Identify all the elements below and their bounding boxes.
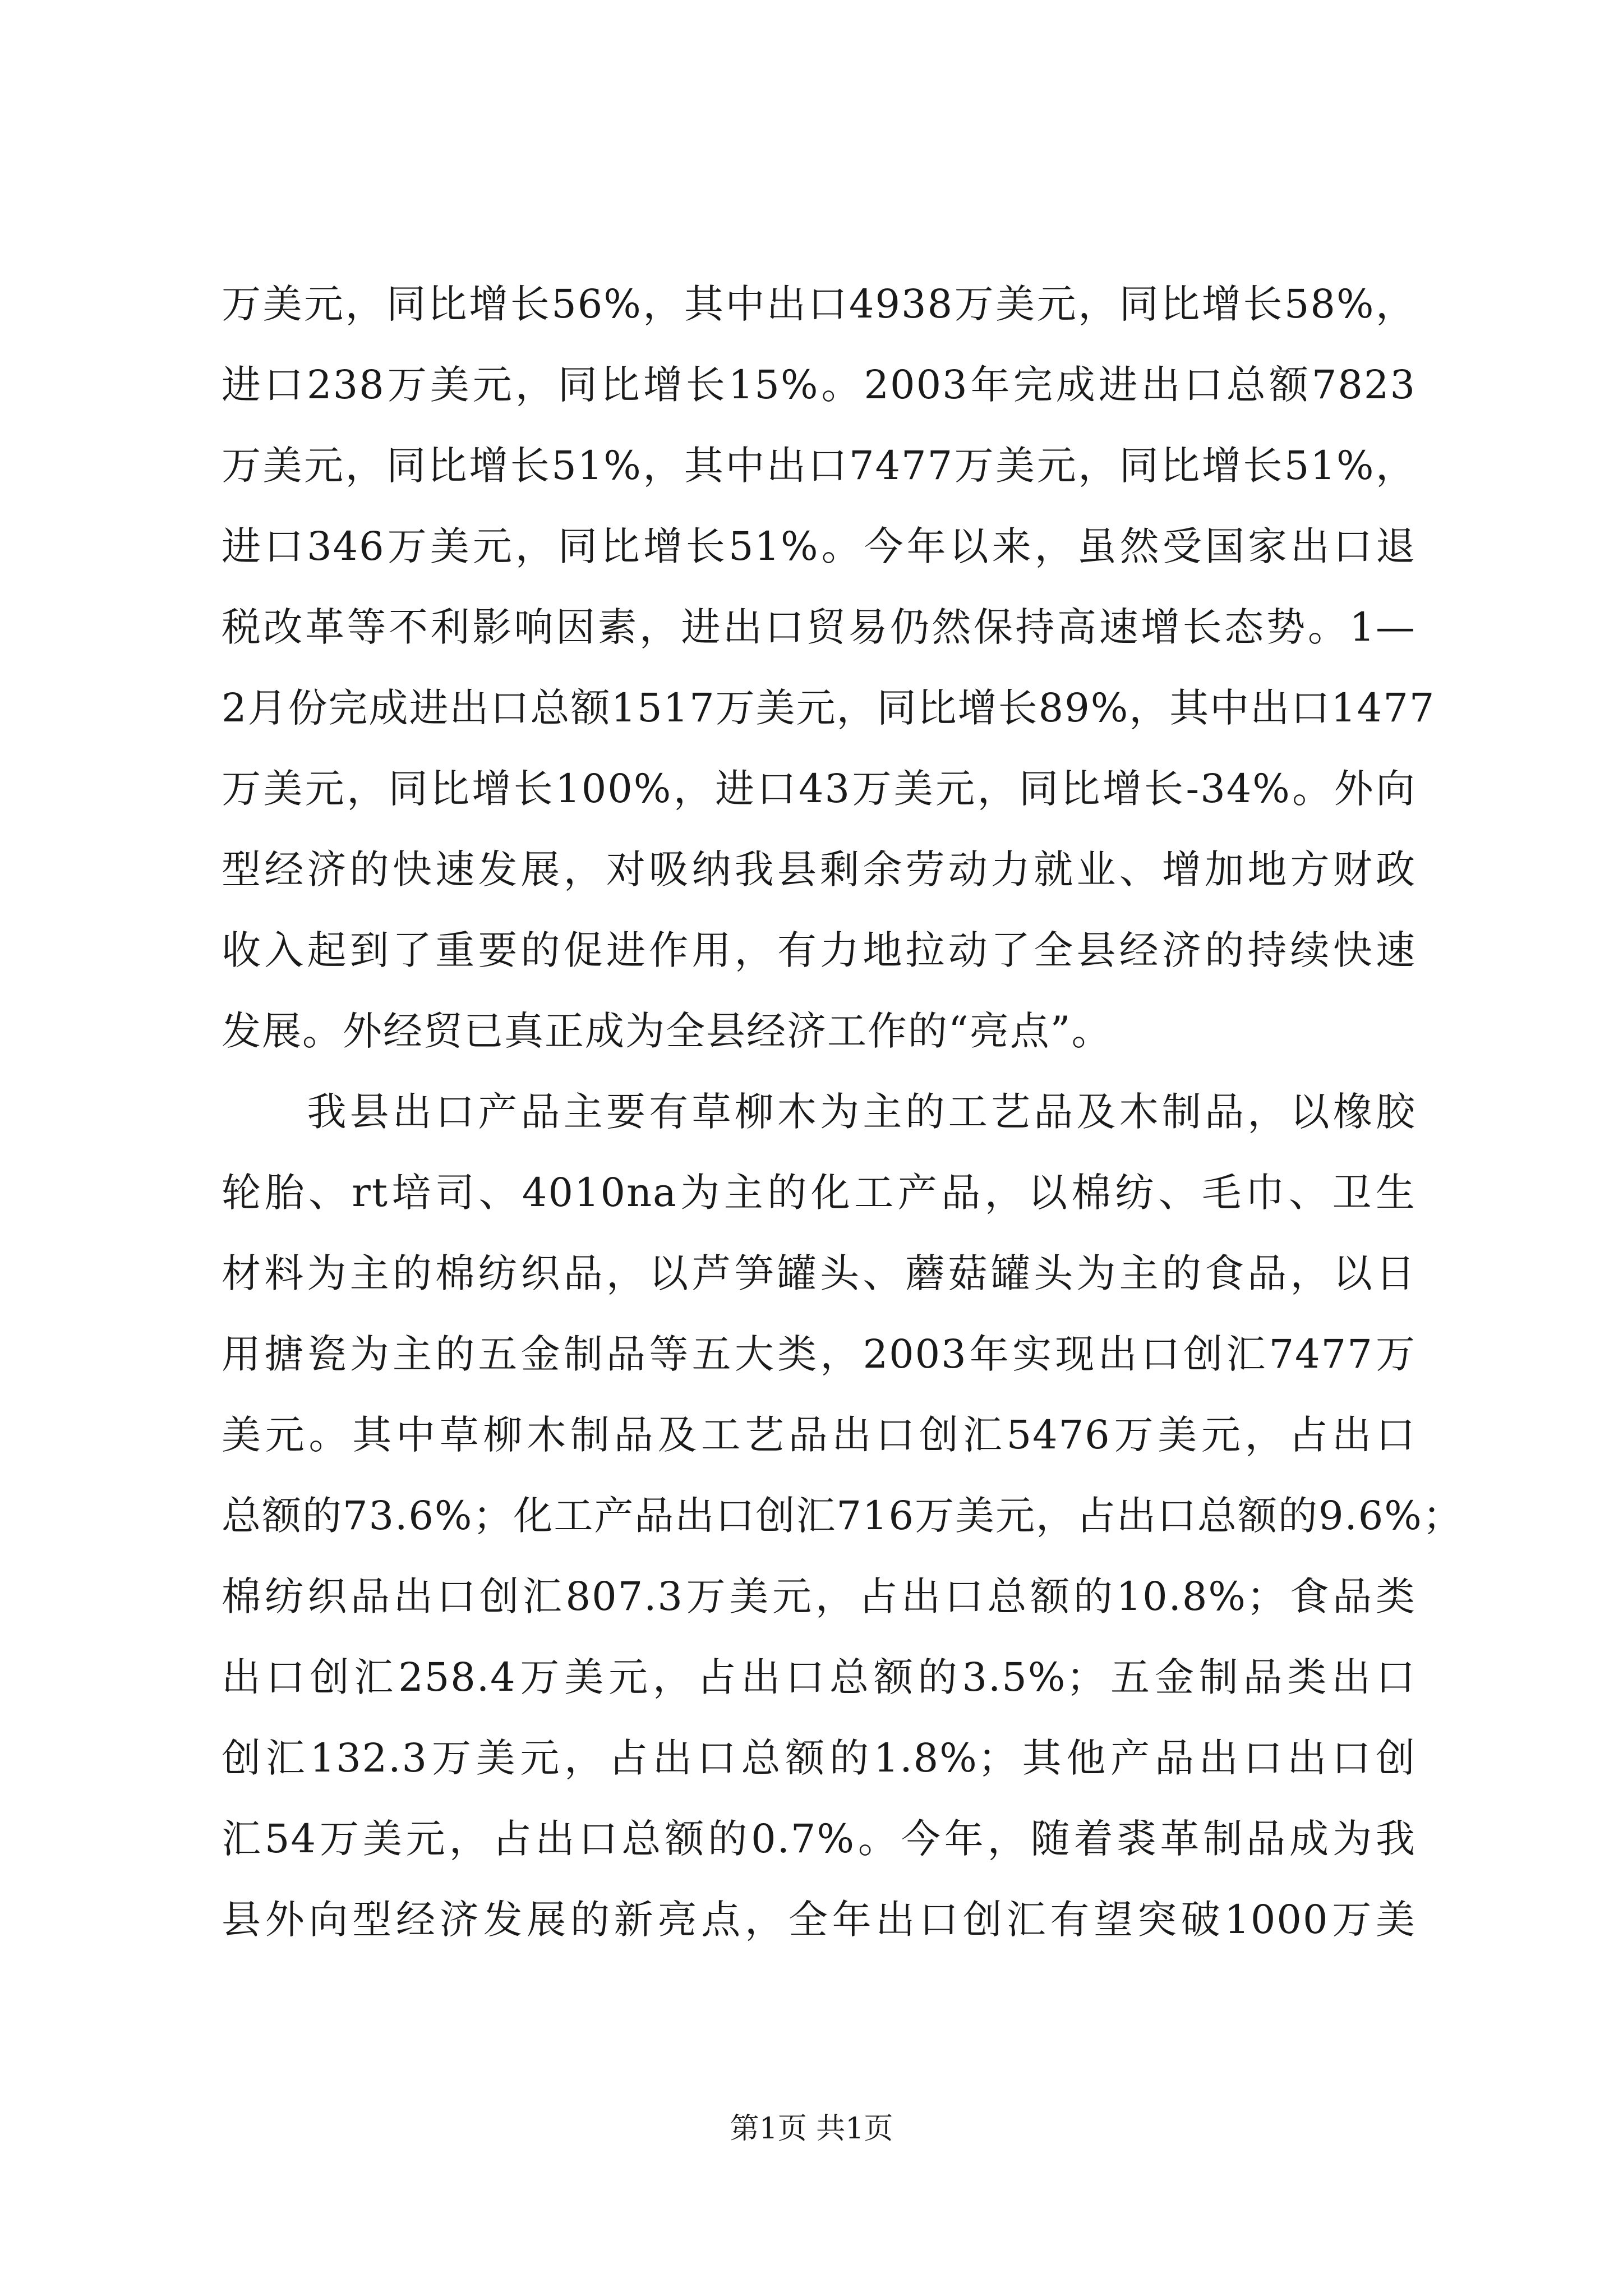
text-line: 发展。外经贸已真正成为全县经济工作的“亮点”。 <box>222 1008 1112 1054</box>
text-line: 进口238万美元，同比增长15%。2003年完成进出口总额7823 <box>222 362 1416 408</box>
text-line: 税改革等不利影响因素，进出口贸易仍然保持高速增长态势。1— <box>222 604 1416 650</box>
text-line: 美元。其中草柳木制品及工艺品出口创汇5476万美元，占出口 <box>222 1412 1416 1458</box>
text-line: 材料为主的棉纺织品，以芦笋罐头、蘑菇罐头为主的食品，以日 <box>222 1250 1416 1296</box>
text-line: 我县出口产品主要有草柳木为主的工艺品及木制品，以橡胶 <box>222 1089 1416 1135</box>
text-line: 出口创汇258.4万美元，占出口总额的3.5%；五金制品类出口 <box>222 1654 1416 1700</box>
text-line: 型经济的快速发展，对吸纳我县剩余劳动力就业、增加地方财政 <box>222 846 1416 892</box>
text-line: 轮胎、rt培司、4010na为主的化工产品，以棉纺、毛巾、卫生 <box>222 1170 1416 1216</box>
document-body <box>222 264 1463 1960</box>
page-number-label: 第1页 共1页 <box>730 2112 893 2146</box>
text-line: 万美元，同比增长100%，进口43万美元，同比增长-34%。外向 <box>222 766 1416 812</box>
text-line: 创汇132.3万美元，占出口总额的1.8%；其他产品出口出口创 <box>222 1735 1416 1781</box>
text-line: 进口346万美元，同比增长51%。今年以来，虽然受国家出口退 <box>222 523 1416 569</box>
text-line: 2月份完成进出口总额1517万美元，同比增长89%，其中出口1477 <box>222 685 1436 731</box>
text-line: 县外向型经济发展的新亮点，全年出口创汇有望突破1000万美 <box>222 1897 1416 1943</box>
paragraph-2 <box>222 1071 1463 1960</box>
text-line: 总额的73.6%；化工产品出口创汇716万美元，占出口总额的9.6%； <box>222 1493 1463 1539</box>
text-line: 棉纺织品出口创汇807.3万美元，占出口总额的10.8%；食品类 <box>222 1573 1416 1619</box>
text-line: 万美元，同比增长51%，其中出口7477万美元，同比增长51%， <box>222 443 1416 489</box>
text-line: 用搪瓷为主的五金制品等五大类，2003年实现出口创汇7477万 <box>222 1331 1416 1377</box>
text-line: 汇54万美元，占出口总额的0.7%。今年，随着裘革制品成为我 <box>222 1816 1416 1862</box>
paragraph-1 <box>222 264 1436 1071</box>
text-line: 收入起到了重要的促进作用，有力地拉动了全县经济的持续快速 <box>222 927 1416 973</box>
text-line: 万美元，同比增长56%，其中出口4938万美元，同比增长58%， <box>222 281 1416 327</box>
page-footer <box>0 2109 1623 2148</box>
